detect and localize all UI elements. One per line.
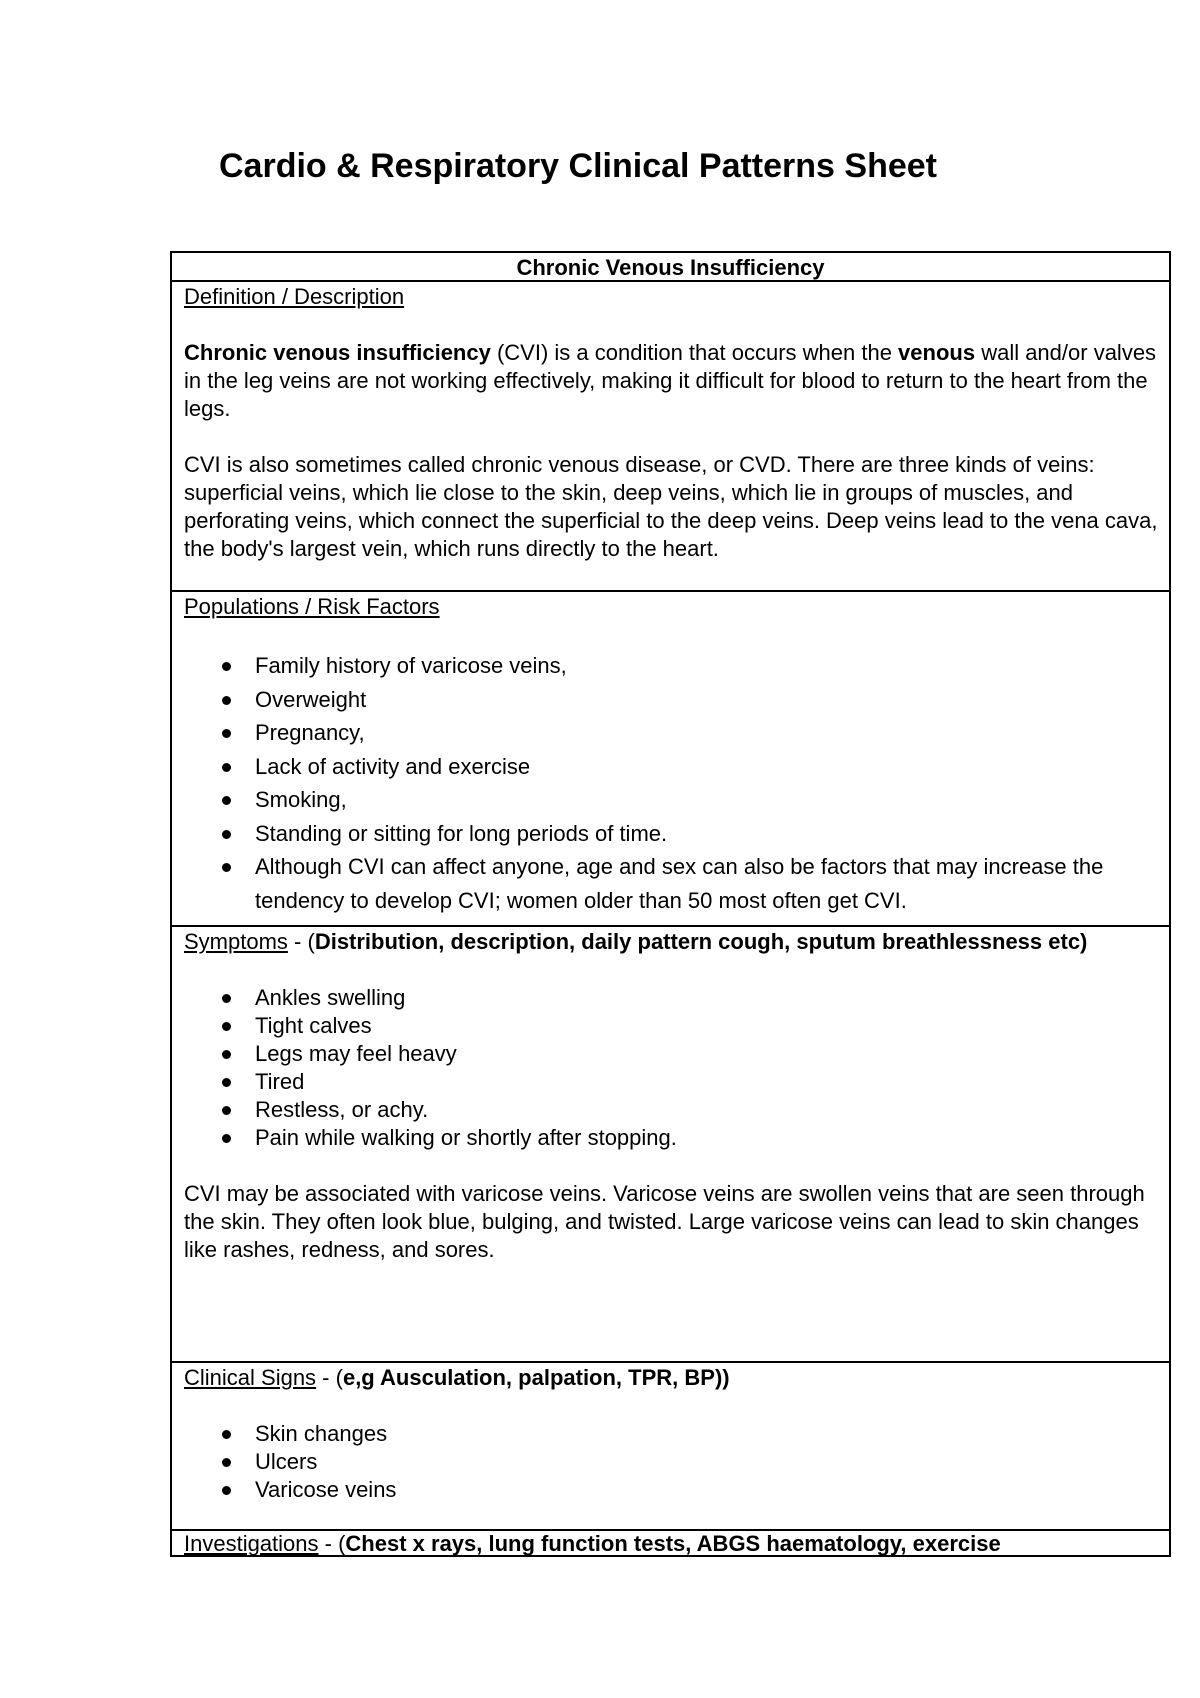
list-item: Skin changes — [184, 1420, 1159, 1448]
investigations-note: Chest x rays, lung function tests, ABGS haematology, exercise — [345, 1531, 1001, 1555]
symptoms-paragraph: CVI may be associated with varicose veins. Varicose veins are swollen veins that are seen through the skin. They often look blue, bulging, and twisted. Large varicose veins can lead to skin changes like rashes, redness, and sores. — [184, 1181, 1145, 1262]
symptoms-note: Distribution, description, daily pattern cough, sputum breathlessness etc) — [314, 929, 1088, 954]
list-item: Standing or sitting for long periods of time. — [184, 817, 1159, 851]
list-item: Restless, or achy. — [184, 1096, 1159, 1124]
list-item: Tight calves — [184, 1012, 1159, 1040]
list-item: Pain while walking or shortly after stopping. — [184, 1124, 1159, 1152]
risk-factors-label: Populations / Risk Factors — [184, 594, 440, 619]
symptoms-section — [172, 927, 1169, 1363]
definition-paragraph-1: Chronic venous insufficiency (CVI) is a condition that occurs when the venous wall and/or valves in the leg veins are not working effectively, making it difficult for blood to return to the heart from the legs. — [184, 340, 1157, 421]
clinical-signs-note: e,g Ausculation, palpation, TPR, BP)) — [342, 1365, 730, 1390]
list-item: Smoking, — [184, 783, 1159, 817]
definition-section — [172, 282, 1169, 592]
risk-factors-section — [172, 592, 1169, 927]
investigations-label: Investigations — [184, 1531, 319, 1555]
symptoms-label: Symptoms — [184, 929, 288, 954]
definition-paragraph-2: CVI is also sometimes called chronic venous disease, or CVD. There are three kinds of veins: superficial veins, which lie close to the skin, deep veins, which lie in groups of muscles, and perforating veins, which connect the superficial to the deep veins. Deep veins lead to the vena cava, the body's largest vein, which runs directly to the heart. — [184, 452, 1158, 561]
clinical-patterns-table — [170, 251, 1171, 1557]
clinical-signs-heading: Clinical Signs - (e,g Ausculation, palpation, TPR, BP)) — [184, 1365, 730, 1390]
list-item: Ulcers — [184, 1448, 1159, 1476]
page-title: Cardio & Respiratory Clinical Patterns Sheet — [219, 147, 937, 185]
investigations-section — [172, 1531, 1169, 1555]
list-item: Although CVI can affect anyone, age and sex can also be factors that may increase the tendency to develop CVI; women older than 50 most often get CVI. — [184, 850, 1159, 917]
list-item: Lack of activity and exercise — [184, 750, 1159, 784]
list-item: Family history of varicose veins, — [184, 649, 1159, 683]
list-item: Ankles swelling — [184, 984, 1159, 1012]
investigations-heading: Investigations - (Chest x rays, lung function tests, ABGS haematology, exercise — [184, 1531, 1001, 1555]
table-header: Chronic Venous Insufficiency — [172, 253, 1169, 282]
clinical-signs-section — [172, 1363, 1169, 1531]
definition-label: Definition / Description — [184, 284, 405, 309]
symptoms-list — [184, 984, 1159, 1152]
clinical-signs-list — [184, 1420, 1159, 1504]
list-item: Varicose veins — [184, 1476, 1159, 1504]
risk-factors-list — [184, 649, 1159, 917]
list-item: Legs may feel heavy — [184, 1040, 1159, 1068]
list-item: Overweight — [184, 683, 1159, 717]
list-item: Tired — [184, 1068, 1159, 1096]
list-item: Pregnancy, — [184, 716, 1159, 750]
symptoms-heading: Symptoms - (Distribution, description, daily pattern cough, sputum breathlessness etc) — [184, 929, 1088, 954]
clinical-signs-label: Clinical Signs — [184, 1365, 317, 1390]
